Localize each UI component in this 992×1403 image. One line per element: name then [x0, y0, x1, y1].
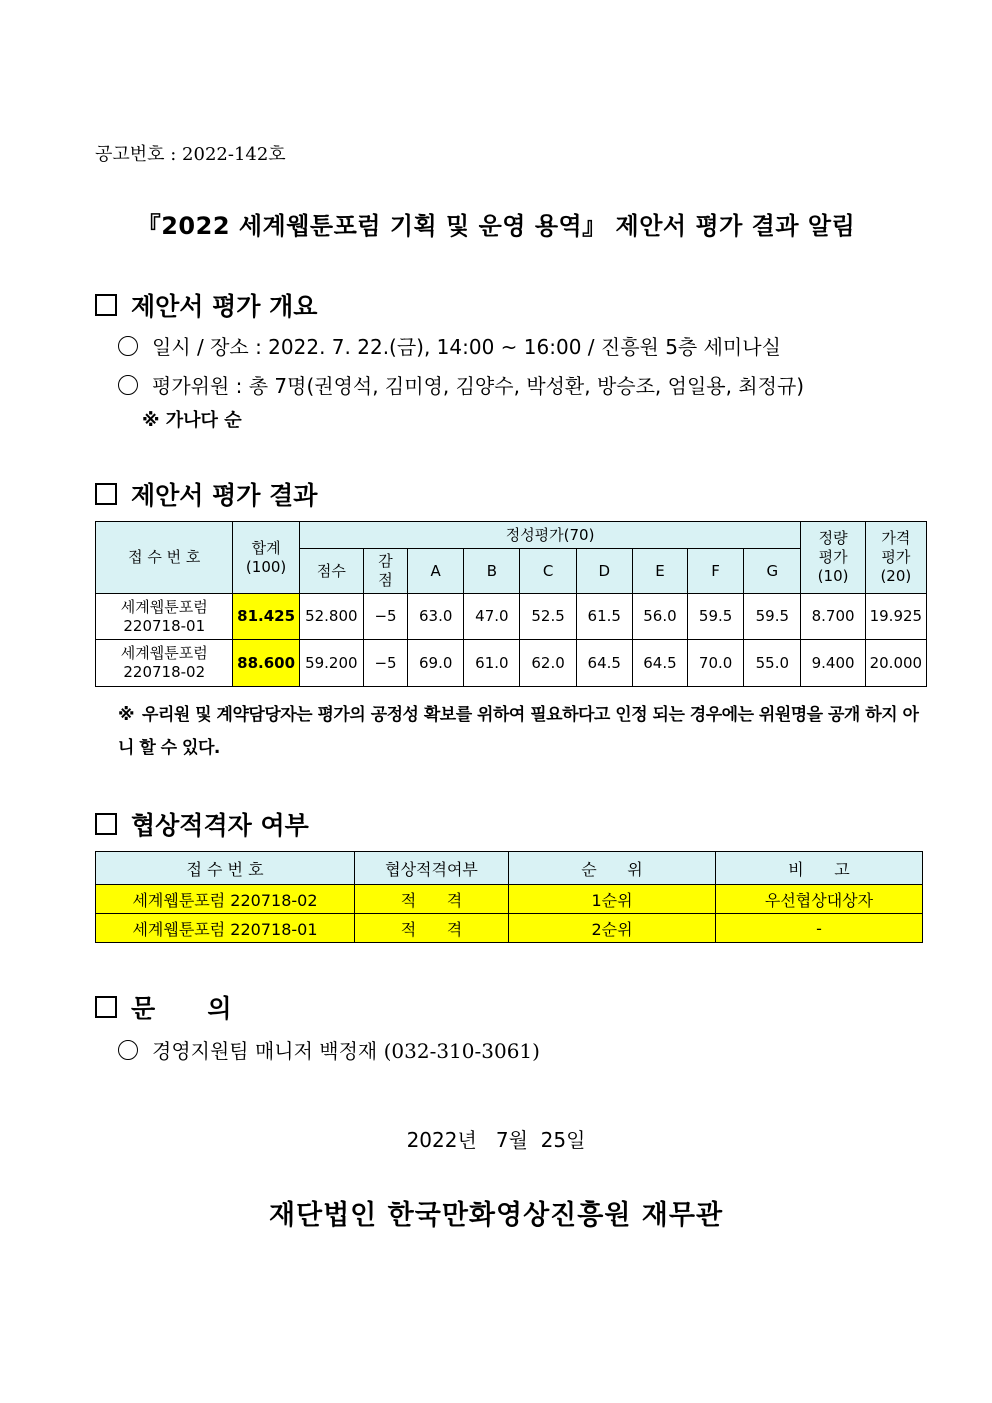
header-qualitative: 정성평가(70) — [299, 522, 801, 549]
section-result-title: 제안서 평가 결과 — [131, 481, 318, 510]
receipt-cell: 세계웹툰포럼 220718-02 — [96, 640, 233, 687]
section-overview-heading — [95, 287, 317, 323]
overview-item-text: 일시 / 장소 : 2022. 7. 22.(금), 14:00 ~ 16:00 / 진흥원 5층 세미나실 — [152, 335, 781, 359]
header-receipt: 접 수 번 호 — [96, 522, 233, 594]
negotiation-table — [95, 851, 923, 943]
nego-header-receipt: 접 수 번 호 — [96, 852, 355, 885]
price-cell: 19.925 — [865, 594, 926, 640]
deduction-cell: −5 — [363, 594, 407, 640]
col-b-cell: 61.0 — [464, 640, 520, 687]
nego-eligibility-cell: 적 격 — [355, 885, 509, 914]
section-overview-title: 제안서 평가 개요 — [131, 292, 318, 321]
checkbox-square-icon — [95, 294, 117, 316]
nego-remark-cell: 우선협상대상자 — [716, 885, 923, 914]
section-contact-heading — [95, 989, 232, 1025]
nego-header-eligibility: 협상적격여부 — [355, 852, 509, 885]
section-negotiation-heading — [95, 806, 309, 842]
nego-header-rank: 순 위 — [509, 852, 716, 885]
score-cell: 52.800 — [299, 594, 363, 640]
col-c-cell: 52.5 — [520, 594, 576, 640]
col-g-cell: 59.5 — [744, 594, 801, 640]
header-col-g: G — [744, 549, 801, 594]
document-date: 2022년 7월 25일 — [406, 1128, 586, 1152]
header-price: 가격 평가 (20) — [865, 522, 926, 594]
header-col-f: F — [688, 549, 744, 594]
result-footnote — [118, 699, 928, 765]
nego-rank-cell: 1순위 — [509, 885, 716, 914]
circle-bullet-icon — [118, 1040, 138, 1060]
header-total: 합계 (100) — [233, 522, 299, 594]
header-deduction: 감 점 — [363, 549, 407, 594]
quantitative-cell: 8.700 — [801, 594, 865, 640]
checkbox-square-icon — [95, 483, 117, 505]
col-d-cell: 61.5 — [576, 594, 632, 640]
notice-number: 공고번호 : 2022-142호 — [95, 144, 286, 165]
contact-item — [118, 1035, 540, 1064]
header-col-e: E — [632, 549, 687, 594]
checkbox-square-icon — [95, 996, 117, 1018]
price-cell: 20.000 — [865, 640, 926, 687]
section-negotiation-title: 협상적격자 여부 — [131, 811, 309, 840]
nego-receipt-cell: 세계웹툰포럼 220718-02 — [96, 885, 355, 914]
total-cell: 81.425 — [233, 594, 299, 640]
score-cell: 59.200 — [299, 640, 363, 687]
document-title: 『2022 세계웹툰포럼 기획 및 운영 용역』 제안서 평가 결과 알림 — [136, 212, 856, 240]
table-row — [96, 594, 927, 640]
header-col-b: B — [464, 549, 520, 594]
overview-item-text: 평가위원 : 총 7명(권영석, 김미영, 김양수, 박성환, 방승조, 엄일용, 최정규) — [152, 374, 805, 398]
col-a-cell: 69.0 — [408, 640, 464, 687]
nego-rank-cell: 2순위 — [509, 914, 716, 943]
nego-header-remark: 비 고 — [716, 852, 923, 885]
overview-note: ※ 가나다 순 — [142, 410, 242, 431]
table-row — [96, 914, 923, 943]
col-c-cell: 62.0 — [520, 640, 576, 687]
receipt-cell: 세계웹툰포럼 220718-01 — [96, 594, 233, 640]
col-f-cell: 70.0 — [688, 640, 744, 687]
header-score: 점수 — [299, 549, 363, 594]
col-g-cell: 55.0 — [744, 640, 801, 687]
nego-receipt-cell: 세계웹툰포럼 220718-01 — [96, 914, 355, 943]
header-col-d: D — [576, 549, 632, 594]
footnote-mark: ※ — [118, 705, 135, 725]
contact-text: 경영지원팀 매니저 백정재 (032-310-3061) — [152, 1039, 540, 1063]
header-col-a: A — [408, 549, 464, 594]
circle-bullet-icon — [118, 336, 138, 356]
section-contact-title: 문 의 — [131, 994, 232, 1023]
header-quantitative: 정량 평가 (10) — [801, 522, 865, 594]
col-e-cell: 56.0 — [632, 594, 687, 640]
header-col-c: C — [520, 549, 576, 594]
col-d-cell: 64.5 — [576, 640, 632, 687]
section-result-heading — [95, 476, 317, 512]
col-b-cell: 47.0 — [464, 594, 520, 640]
evaluation-result-table — [95, 521, 927, 687]
overview-item-datetime — [118, 331, 781, 360]
nego-remark-cell: - — [716, 914, 923, 943]
quantitative-cell: 9.400 — [801, 640, 865, 687]
deduction-cell: −5 — [363, 640, 407, 687]
col-f-cell: 59.5 — [688, 594, 744, 640]
checkbox-square-icon — [95, 813, 117, 835]
overview-item-evaluators — [118, 370, 804, 399]
total-cell: 88.600 — [233, 640, 299, 687]
nego-eligibility-cell: 적 격 — [355, 914, 509, 943]
footnote-text: 우리원 및 계약담당자는 평가의 공정성 확보를 위하여 필요하다고 인정 되는 경우에는 위원명을 공개 하지 아니 할 수 있다. — [118, 705, 919, 758]
col-a-cell: 63.0 — [408, 594, 464, 640]
organization-signature: 재단법인 한국만화영상진흥원 재무관 — [268, 1200, 724, 1231]
table-row — [96, 640, 927, 687]
circle-bullet-icon — [118, 375, 138, 395]
col-e-cell: 64.5 — [632, 640, 687, 687]
table-row — [96, 885, 923, 914]
